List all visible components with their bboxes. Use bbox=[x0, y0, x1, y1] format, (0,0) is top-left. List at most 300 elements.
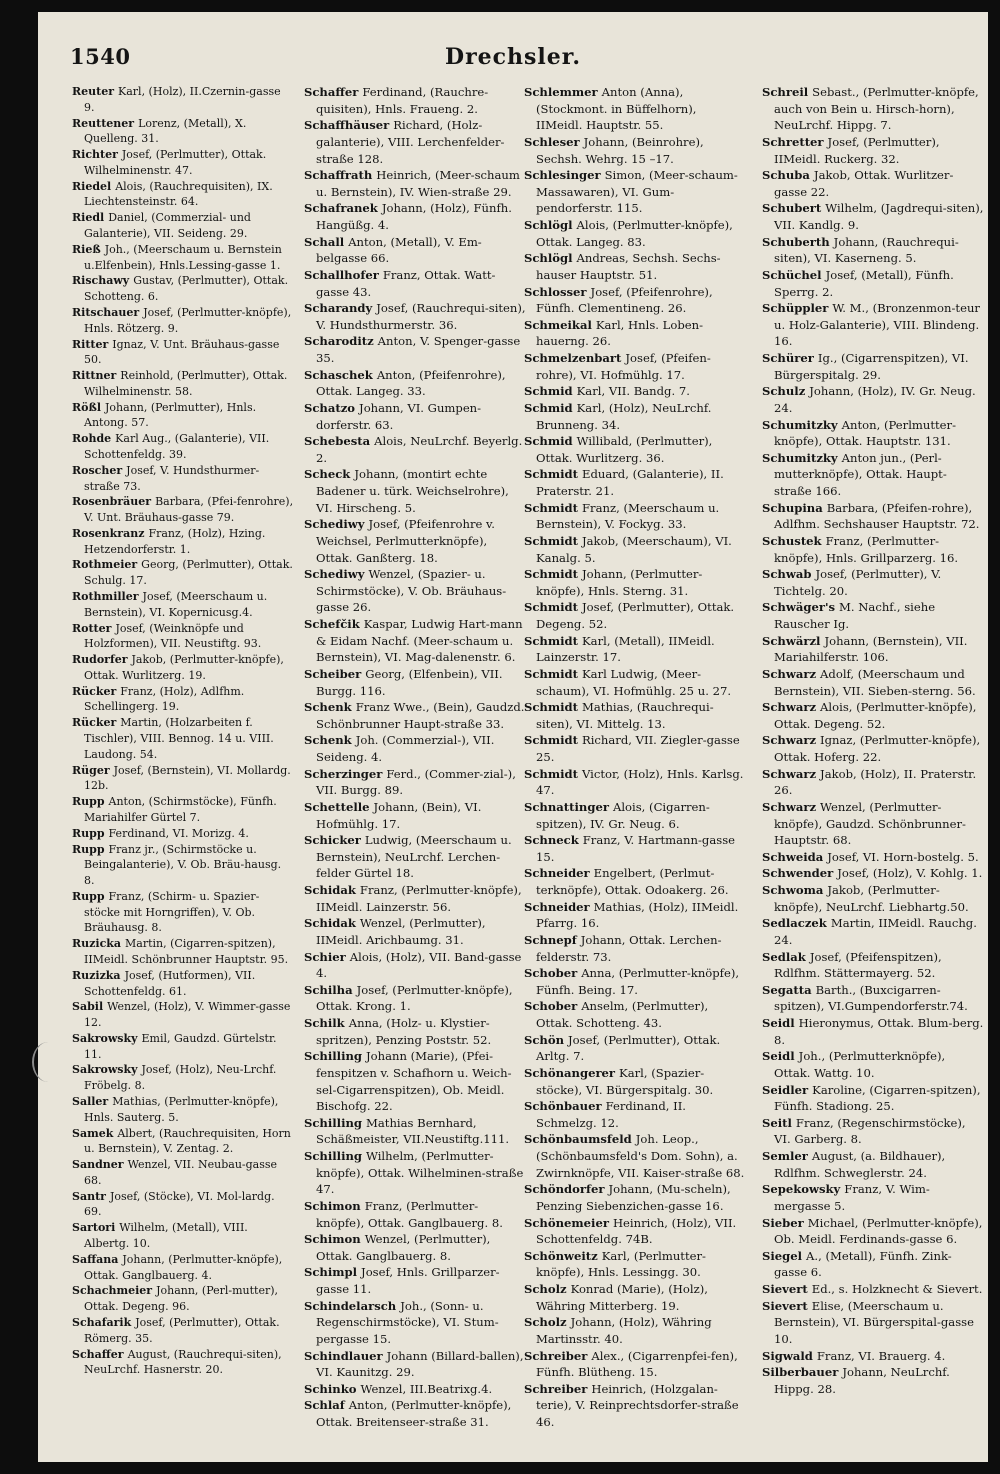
directory-entry bbox=[762, 1181, 984, 1214]
entry-name: Schwarz bbox=[762, 666, 817, 681]
entry-details: Georg, (Perlmutter), Ottak. Schulg. 17. bbox=[84, 558, 293, 588]
entry-name: Schretter bbox=[762, 134, 824, 149]
entry-details: Josef, (Bernstein), VI. Mollardg. 12b. bbox=[84, 763, 291, 793]
entry-details: Johann, (Holz), IV. Gr. Neug. 24. bbox=[774, 384, 976, 415]
directory-entry bbox=[72, 368, 294, 400]
directory-entry bbox=[762, 849, 984, 866]
entry-details: Adolf, (Meerschaum und Bernstein), VII. Sieben-sterng. 56. bbox=[774, 666, 976, 698]
entry-name: Sabil bbox=[72, 1000, 104, 1014]
directory-entry bbox=[524, 965, 746, 998]
entry-name: Ritschauer bbox=[72, 305, 140, 319]
entry-name: Scholz bbox=[524, 1282, 567, 1296]
entry-name: Schuberth bbox=[762, 234, 830, 249]
entry-name: Schönemeier bbox=[524, 1215, 609, 1230]
entry-name: Schober bbox=[524, 966, 578, 981]
entry-name: Richter bbox=[72, 148, 118, 162]
directory-entry bbox=[762, 1281, 984, 1298]
entry-name: Schmidt bbox=[524, 567, 578, 582]
entry-name: Schall bbox=[304, 234, 345, 249]
directory-entry bbox=[524, 865, 746, 898]
directory-entry bbox=[762, 865, 984, 882]
directory-entry bbox=[762, 267, 984, 300]
entry-name: Schmidt bbox=[524, 500, 578, 515]
directory-entry bbox=[762, 1248, 984, 1281]
entry-name: Schönweitz bbox=[524, 1248, 598, 1263]
entry-details: Elise, (Meerschaum u. Bernstein), VI. Bürgerspital-gasse 10. bbox=[774, 1298, 974, 1346]
page-title: Drechsler. bbox=[444, 44, 582, 70]
entry-name: Schmidt bbox=[524, 666, 578, 681]
directory-entry bbox=[524, 466, 746, 499]
entry-details: Alois, NeuLrchf. Beyerlg. 2. bbox=[316, 434, 523, 465]
directory-entry bbox=[72, 1031, 294, 1063]
entry-details: Jakob, (Perlmutter-knöpfe), Ottak. Wurlitzerg. 19. bbox=[84, 653, 284, 682]
column-4 bbox=[762, 84, 984, 1397]
directory-entry bbox=[524, 400, 746, 433]
entry-name: Schmidt bbox=[524, 766, 578, 781]
directory-entry bbox=[72, 1252, 294, 1284]
entry-name: Rothmeier bbox=[72, 558, 138, 572]
entry-details: Josef, V. Hundsthurmer-straße 73. bbox=[84, 463, 260, 493]
entry-name: Schmidt bbox=[524, 700, 578, 715]
entry-details: August, (Rauchrequi-siten), NeuLrchf. Hasnerstr. 20. bbox=[84, 1347, 282, 1377]
entry-name: Schubert bbox=[762, 201, 822, 216]
entry-details: Karl Ludwig, (Meer-schaum), VI. Hofmühlg. 25 u. 27. bbox=[536, 666, 732, 698]
entry-name: Sedlaczek bbox=[762, 916, 827, 931]
entry-name: Schediwy bbox=[304, 517, 365, 532]
entry-details: Franz, (Perlmutter-knöpfe), IIMeidl. Lainzerstr. 56. bbox=[316, 883, 522, 914]
entry-name: Schulz bbox=[762, 384, 806, 399]
entry-details: Karl, (Holz), II.Czernin-gasse 9. bbox=[84, 85, 281, 114]
directory-entry bbox=[72, 589, 294, 621]
entry-details: Josef, Hnls. Grillparzer-gasse 11. bbox=[316, 1265, 500, 1296]
entry-name: Schlögl bbox=[524, 218, 573, 232]
entry-details: Johann, (montirt echte Badener u. türk. Weichselrohre), VI. Hirscheng. 5. bbox=[316, 467, 509, 515]
entry-name: Schmeikal bbox=[524, 317, 592, 332]
directory-entry bbox=[524, 433, 746, 466]
entry-details: Mathias, (Rauchrequi-siten), VI. Mittelg. 13. bbox=[536, 700, 714, 731]
entry-details: Josef, (Perlmutter), Ottak. Arltg. 7. bbox=[536, 1032, 721, 1064]
directory-entry bbox=[304, 117, 526, 167]
entry-name: Seitl bbox=[762, 1115, 792, 1130]
entry-details: Konrad (Marie), (Holz), Währing Mitterberg. 19. bbox=[536, 1282, 708, 1313]
entry-name: Schafranek bbox=[304, 201, 378, 216]
directory-entry bbox=[72, 1157, 294, 1189]
entry-name: Sakrowsky bbox=[72, 1063, 138, 1077]
directory-entry bbox=[524, 317, 746, 350]
entry-name: Rücker bbox=[72, 684, 117, 698]
entry-details: Josef, (Pfeifen-rohre), VI. Hofmühlg. 17. bbox=[536, 351, 711, 382]
entry-details: Willibald, (Perlmutter), Ottak. Wurlitzerg. 36. bbox=[536, 434, 713, 465]
entry-name: Sievert bbox=[762, 1298, 808, 1313]
entry-name: Schlosser bbox=[524, 284, 587, 299]
directory-entry bbox=[762, 666, 984, 699]
entry-name: Roscher bbox=[72, 463, 123, 477]
directory-entry bbox=[72, 842, 294, 889]
directory-entry bbox=[762, 566, 984, 599]
directory-entry bbox=[304, 1298, 526, 1348]
directory-entry bbox=[762, 1115, 984, 1148]
entry-details: Wilhelm, (Metall), VIII. Albertg. 10. bbox=[84, 1221, 248, 1251]
entry-details: Karl, VII. Bandg. 7. bbox=[576, 384, 690, 399]
directory-entry bbox=[524, 998, 746, 1031]
directory-entry bbox=[524, 1281, 746, 1314]
entry-details: Daniel, (Commerzial- und Galanterie), VII. Seideng. 29. bbox=[84, 211, 251, 241]
directory-entry bbox=[762, 200, 984, 233]
directory-entry bbox=[72, 763, 294, 795]
directory-entry bbox=[304, 516, 526, 566]
entry-name: Schober bbox=[524, 999, 578, 1014]
entry-details: Franz, V. Wim-mergasse 5. bbox=[774, 1182, 930, 1213]
directory-entry bbox=[524, 1248, 746, 1281]
directory-entry bbox=[762, 915, 984, 948]
directory-entry bbox=[524, 633, 746, 666]
directory-entry bbox=[72, 463, 294, 495]
entry-name: Schachmeier bbox=[72, 1284, 153, 1298]
directory-entry bbox=[72, 494, 294, 526]
directory-entry bbox=[762, 599, 984, 632]
entry-details: Martin, (Holzarbeiten f. Tischler), VIII. Bennog. 14 u. VIII. Laudong. 54. bbox=[84, 716, 274, 761]
directory-entry bbox=[762, 766, 984, 799]
entry-details: Franz, Ottak. Watt-gasse 43. bbox=[316, 267, 496, 299]
entry-name: Sievert bbox=[762, 1282, 808, 1296]
column-2 bbox=[304, 84, 526, 1431]
directory-page bbox=[38, 12, 988, 1462]
directory-entry bbox=[304, 1231, 526, 1264]
entry-name: Schaffrath bbox=[304, 168, 373, 183]
entry-details: Josef, (Holz), V. Kohlg. 1. bbox=[837, 866, 983, 881]
entry-name: Schumitzky bbox=[762, 450, 838, 465]
entry-name: Schumitzky bbox=[762, 417, 838, 432]
entry-details: Wilhelm, (Jagdrequi-siten), VII. Kandlg. 9. bbox=[774, 201, 984, 232]
entry-name: Sakrowsky bbox=[72, 1031, 138, 1045]
entry-name: Schmelzenbart bbox=[524, 351, 622, 365]
entry-details: Richard, (Holz-galanterie), VIII. Lerchenfelder-straße 128. bbox=[316, 118, 505, 166]
directory-entry bbox=[72, 936, 294, 968]
entry-name: Schreil bbox=[762, 85, 809, 99]
entry-name: Sedlak bbox=[762, 949, 806, 964]
entry-name: Rücker bbox=[72, 716, 117, 730]
entry-name: Schettelle bbox=[304, 799, 370, 814]
entry-name: Schlaf bbox=[304, 1398, 345, 1413]
directory-entry bbox=[524, 1032, 746, 1065]
entry-name: Rotter bbox=[72, 621, 112, 635]
entry-details: Josef, (Perlmutter), V. Tichtelg. 20. bbox=[774, 567, 942, 598]
entry-name: Rößl bbox=[72, 400, 102, 414]
entry-details: Ferd., (Commer-zial-), VII. Burgg. 89. bbox=[316, 766, 516, 798]
entry-details: Franz Wwe., (Bein), Gaudzd. Schönbrunner Haupt-straße 33. bbox=[316, 700, 525, 731]
entry-details: Josef, (Weinknöpfe und Holzformen), VII. Neustiftg. 93. bbox=[84, 621, 262, 651]
entry-name: Sartori bbox=[72, 1221, 116, 1235]
directory-entry bbox=[524, 217, 746, 250]
column-1 bbox=[72, 84, 294, 1378]
entry-details: Barbara, (Pfeifen-rohre), Adlfhm. Sechshauser Hauptstr. 72. bbox=[774, 500, 980, 532]
directory-entry bbox=[304, 1198, 526, 1231]
entry-details: Alois, (Holz), VII. Band-gasse 4. bbox=[316, 949, 522, 981]
entry-name: Seidl bbox=[762, 1049, 795, 1064]
entry-details: Franz jr., (Schirmstöcke u. Beingalanterie), V. Ob. Bräu-hausg. 8. bbox=[84, 842, 282, 888]
entry-details: Johann (Billard-ballen), VI. Kaunitzg. 29. bbox=[316, 1348, 524, 1380]
entry-details: Alois, (Perlmutter-knöpfe), Ottak. Degeng. 52. bbox=[774, 700, 977, 731]
directory-entry bbox=[762, 1298, 984, 1348]
entry-details: Wenzel, (Spazier- u. Schirmstöcke), V. Ob. Bräuhaus-gasse 26. bbox=[316, 567, 507, 615]
directory-entry bbox=[72, 652, 294, 684]
entry-name: Schön bbox=[524, 1032, 565, 1047]
entry-details: Anna, (Perlmutter-knöpfe), Fünfh. Being. 17. bbox=[536, 966, 740, 997]
entry-details: Johann, (Bernstein), VII. Mariahilferstr. 106. bbox=[774, 633, 968, 665]
directory-entry bbox=[72, 337, 294, 369]
entry-details: Anton, (Pfeifenrohre), Ottak. Langeg. 33. bbox=[316, 367, 506, 399]
entry-name: Schönbaumsfeld bbox=[524, 1132, 632, 1147]
directory-entry bbox=[524, 350, 746, 383]
entry-details: Franz, (Holz), Adlfhm. Schellingerg. 19. bbox=[84, 684, 245, 714]
directory-entry bbox=[72, 557, 294, 589]
entry-name: Schimpl bbox=[304, 1265, 358, 1280]
directory-entry bbox=[762, 699, 984, 732]
directory-entry bbox=[304, 1048, 526, 1115]
entry-name: Schupina bbox=[762, 500, 823, 515]
entry-details: Martin, (Cigarren-spitzen), IIMeidl. Schönbrunner Hauptstr. 95. bbox=[84, 937, 289, 966]
entry-name: Schleser bbox=[524, 134, 580, 149]
entry-name: Schmidt bbox=[524, 733, 578, 748]
directory-entry bbox=[524, 1098, 746, 1131]
directory-entry bbox=[304, 566, 526, 616]
entry-name: Rupp bbox=[72, 889, 105, 903]
directory-entry bbox=[304, 433, 526, 466]
column-3 bbox=[524, 84, 746, 1431]
entry-details: Franz, VI. Brauerg. 4. bbox=[816, 1348, 946, 1363]
entry-details: Anton (Anna), (Stockmont. in Büffelhorn), IIMeidl. Hauptstr. 55. bbox=[536, 85, 697, 133]
entry-details: Josef, (Perlmutter), Ottak. Römerg. 35. bbox=[84, 1315, 280, 1345]
entry-name: Schilk bbox=[304, 1016, 345, 1030]
directory-entry bbox=[304, 732, 526, 765]
entry-name: Schilha bbox=[304, 982, 353, 997]
entry-details: Franz, (Schirm- u. Spazier-stöcke mit Horngriffen), V. Ob. Bräuhausg. 8. bbox=[84, 889, 260, 935]
entry-details: Franz, (Perlmutter-knöpfe), Ottak. Ganglbauerg. 8. bbox=[316, 1198, 503, 1230]
entry-details: Victor, (Holz), Hnls. Karlsg. 47. bbox=[536, 766, 744, 798]
margin-pencil-mark bbox=[32, 1042, 64, 1082]
directory-entry bbox=[762, 84, 984, 134]
directory-entry bbox=[762, 417, 984, 450]
entry-name: Rudorfer bbox=[72, 653, 128, 667]
entry-name: Scharandy bbox=[304, 301, 373, 316]
entry-name: Schidak bbox=[304, 883, 356, 897]
directory-entry bbox=[304, 400, 526, 433]
entry-details: Ludwig, (Meerschaum u. Bernstein), NeuLrchf. Lerchen-felder Gürtel 18. bbox=[316, 833, 512, 881]
entry-name: Siegel bbox=[762, 1248, 803, 1263]
entry-details: Josef, (Pfeifenrohre), Fünfh. Clementineng. 26. bbox=[536, 284, 713, 316]
entry-name: Rüger bbox=[72, 763, 110, 777]
directory-entry bbox=[524, 1215, 746, 1248]
directory-entry bbox=[304, 915, 526, 948]
entry-name: Sigwald bbox=[762, 1348, 813, 1363]
entry-details: August, (a. Bildhauer), Rdlfhm. Schweglerstr. 24. bbox=[774, 1149, 946, 1180]
entry-details: Jakob, (Holz), II. Praterstr. 26. bbox=[774, 766, 977, 798]
entry-details: Karl, Hnls. Loben-hauerng. 26. bbox=[536, 317, 704, 349]
entry-name: Ruzizka bbox=[72, 968, 121, 982]
entry-name: Schmidt bbox=[524, 533, 578, 548]
directory-entry bbox=[304, 982, 526, 1015]
directory-entry bbox=[72, 116, 294, 148]
entry-name: Schimon bbox=[304, 1232, 361, 1247]
entry-details: Lorenz, (Metall), X. Quelleng. 31. bbox=[84, 116, 247, 146]
entry-name: Seidler bbox=[762, 1082, 809, 1097]
entry-details: Josef, (Metall), Fünfh. Sperrg. 2. bbox=[774, 267, 954, 299]
entry-name: Schaffer bbox=[72, 1347, 124, 1361]
entry-name: Schwab bbox=[762, 567, 812, 582]
directory-entry bbox=[762, 1348, 984, 1365]
directory-entry bbox=[762, 1082, 984, 1115]
entry-details: Anselm, (Perlmutter), Ottak. Schotteng. 43. bbox=[536, 999, 709, 1030]
entry-details: Josef, (Rauchrequi-siten), V. Hundsthurmerstr. 36. bbox=[316, 301, 526, 332]
directory-entry bbox=[72, 1189, 294, 1221]
entry-name: Schaffhäuser bbox=[304, 118, 390, 133]
entry-details: Reinhold, (Perlmutter), Ottak. Wilhelminenstr. 58. bbox=[84, 369, 288, 398]
entry-name: Rupp bbox=[72, 842, 105, 856]
directory-entry bbox=[72, 999, 294, 1031]
entry-name: Schwärzl bbox=[762, 633, 821, 648]
entry-details: Sebast., (Perlmutter-knöpfe, auch von Bein u. Hirsch-horn), NeuLrchf. Hippg. 7. bbox=[774, 85, 979, 133]
entry-details: Heinrich, (Holzgalan-terie), V. Reinprechtsdorfer-straße 46. bbox=[536, 1381, 739, 1429]
directory-entry bbox=[72, 715, 294, 762]
entry-details: Josef, (Hutformen), VII. Schottenfeldg. 61. bbox=[84, 968, 256, 998]
entry-name: Schwarz bbox=[762, 733, 817, 748]
entry-name: Reuter bbox=[72, 85, 115, 98]
directory-entry bbox=[304, 1397, 526, 1430]
directory-entry bbox=[72, 794, 294, 826]
entry-details: Johann, (Beinrohre), Sechsh. Wehrg. 15 –17. bbox=[536, 134, 704, 166]
directory-entry bbox=[72, 242, 294, 274]
entry-name: Schneider bbox=[524, 866, 590, 881]
entry-details: Johann, (Mu-scheln), Penzing Siebenzichen-gasse 16. bbox=[536, 1182, 731, 1213]
directory-entry bbox=[762, 633, 984, 666]
entry-details: Simon, (Meer-schaum-Massawaren), VI. Gum-pendorferstr. 115. bbox=[536, 168, 738, 216]
entry-name: Sandner bbox=[72, 1158, 124, 1172]
directory-entry bbox=[304, 1115, 526, 1148]
entry-details: Johann, VI. Gumpen-dorferstr. 63. bbox=[316, 400, 482, 432]
entry-details: Jakob, Ottak. Wurlitzer-gasse 22. bbox=[774, 168, 954, 199]
directory-entry bbox=[304, 267, 526, 300]
entry-details: Karl Aug., (Galanterie), VII. Schottenfeldg. 39. bbox=[84, 432, 270, 461]
entry-details: Josef, (Perlmutter), Ottak. Degeng. 52. bbox=[536, 600, 735, 631]
directory-entry bbox=[524, 383, 746, 400]
directory-entry bbox=[524, 766, 746, 799]
entry-name: Segatta bbox=[762, 982, 812, 997]
directory-entry bbox=[72, 84, 294, 116]
entry-name: Riedel bbox=[72, 179, 112, 193]
entry-details: Jakob, (Perlmutter-knöpfe), NeuLrchf. Liebhartg.50. bbox=[774, 883, 969, 914]
entry-name: Schicker bbox=[304, 833, 361, 848]
directory-entry bbox=[524, 799, 746, 832]
directory-entry bbox=[304, 1348, 526, 1381]
directory-entry bbox=[304, 616, 526, 666]
entry-details: Josef, VI. Horn-bostelg. 5. bbox=[827, 849, 979, 864]
entry-details: Karl, (Metall), IIMeidl. Lainzerstr. 17. bbox=[536, 633, 715, 665]
entry-name: Schneck bbox=[524, 833, 579, 848]
entry-name: Santr bbox=[72, 1189, 106, 1203]
entry-name: Schönbauer bbox=[524, 1099, 602, 1114]
entry-details: Johann, (Holz), Fünfh. Hangüßg. 4. bbox=[316, 201, 512, 232]
entry-details: Karl, (Holz), NeuLrchf. Brunneng. 34. bbox=[536, 400, 712, 432]
entry-details: Ferdinand, II. Schmelzg. 12. bbox=[536, 1099, 686, 1130]
entry-details: Wenzel, III.Beatrixg.4. bbox=[360, 1381, 493, 1396]
directory-entry bbox=[304, 1264, 526, 1297]
directory-entry bbox=[72, 1347, 294, 1379]
entry-details: Johann, Ottak. Lerchen-felderstr. 73. bbox=[536, 932, 722, 964]
entry-details: Johann, (Perlmutter), Hnls. Antong. 57. bbox=[84, 400, 257, 430]
entry-name: Schallhofer bbox=[304, 267, 379, 282]
directory-entry bbox=[762, 949, 984, 982]
directory-entry bbox=[762, 134, 984, 167]
page-header bbox=[38, 22, 988, 70]
entry-name: Schmidt bbox=[524, 633, 578, 648]
entry-details: Mathias, (Perlmutter-knöpfe), Hnls. Sauterg. 5. bbox=[84, 1095, 279, 1124]
entry-details: Kaspar, Ludwig Hart-mann & Eidam Nachf. (Meer-schaum u. Bernstein), VI. Mag-dalenenstr. 6. bbox=[316, 617, 523, 665]
entry-details: W. M., (Bronzenmon-teur u. Holz-Galanterie), VIII. Blindeng. 16. bbox=[774, 301, 980, 349]
entry-details: Wenzel, (Perlmutter-knöpfe), Gaudzd. Schönbrunner-Hauptstr. 68. bbox=[774, 799, 966, 848]
entry-name: Schwoma bbox=[762, 883, 824, 897]
page-number: 1540 bbox=[70, 44, 131, 69]
directory-entry bbox=[762, 300, 984, 350]
entry-details: Johann, (Rauchrequi-siten), VI. Kaserneng. 5. bbox=[774, 234, 959, 266]
entry-name: Schefčik bbox=[304, 617, 360, 631]
entry-details: Barth., (Buxcigarren-spitzen), VI.Gumpendorferstr.74. bbox=[774, 982, 968, 1014]
entry-name: Scheiber bbox=[304, 666, 362, 681]
entry-details: Franz, (Perlmutter-knöpfe), Hnls. Grillparzerg. 16. bbox=[774, 533, 959, 565]
entry-name: Ritter bbox=[72, 337, 109, 351]
entry-name: Schmid bbox=[524, 434, 573, 449]
directory-entry bbox=[72, 889, 294, 936]
entry-name: Schneider bbox=[524, 899, 590, 914]
entry-details: Alois, (Perlmutter-knöpfe), Ottak. Langeg. 83. bbox=[536, 218, 733, 249]
entry-details: Josef, (Perlmutter), IIMeidl. Ruckerg. 32. bbox=[774, 134, 940, 166]
directory-entry bbox=[524, 666, 746, 699]
entry-details: Ed., s. Holzknecht & Sievert. bbox=[811, 1282, 983, 1296]
entry-name: Schlemmer bbox=[524, 85, 598, 99]
directory-entry bbox=[72, 179, 294, 211]
entry-name: Schmid bbox=[524, 384, 573, 399]
entry-details: Josef, (Pfeifenspitzen), Rdlfhm. Stättermayerg. 52. bbox=[774, 949, 942, 981]
entry-details: Mathias Bernhard, Schäßmeister, VII.Neustiftg.111. bbox=[316, 1115, 510, 1147]
directory-entry bbox=[72, 147, 294, 179]
directory-entry bbox=[524, 533, 746, 566]
entry-name: Schindelarsch bbox=[304, 1298, 397, 1313]
entry-name: Rosenbräuer bbox=[72, 495, 152, 509]
entry-details: Ferdinand, VI. Morizg. 4. bbox=[108, 826, 249, 840]
directory-entry bbox=[524, 599, 746, 632]
entry-details: Joh. (Commerzial-), VII. Seideng. 4. bbox=[316, 733, 495, 764]
directory-entry bbox=[762, 167, 984, 200]
directory-entry bbox=[72, 621, 294, 653]
directory-entry bbox=[72, 1094, 294, 1126]
directory-entry bbox=[304, 766, 526, 799]
directory-entry bbox=[304, 367, 526, 400]
directory-entry bbox=[304, 832, 526, 882]
directory-entry bbox=[762, 450, 984, 500]
entry-details: Barbara, (Pfei-fenrohre), V. Unt. Bräuhaus-gasse 79. bbox=[84, 495, 294, 525]
entry-name: Scheck bbox=[304, 467, 351, 482]
entry-name: Schindlauer bbox=[304, 1348, 383, 1363]
directory-entry bbox=[762, 732, 984, 765]
directory-entry bbox=[524, 284, 746, 317]
entry-name: Schlögl bbox=[524, 251, 573, 266]
entry-details: Alois, (Rauchrequisiten), IX. Liechtensteinstr. 64. bbox=[84, 179, 273, 209]
directory-entry bbox=[524, 1381, 746, 1431]
entry-name: Schwarz bbox=[762, 799, 817, 814]
directory-entry bbox=[524, 699, 746, 732]
entry-details: Wenzel, (Perlmutter), Ottak. Ganglbauerg. 8. bbox=[316, 1232, 491, 1263]
directory-entry bbox=[762, 1015, 984, 1048]
entry-details: Joh. Leop., (Schönbaumsfeld's Dom. Sohn), a. Zwirnknöpfe, VII. Kaiser-straße 68. bbox=[536, 1132, 745, 1180]
